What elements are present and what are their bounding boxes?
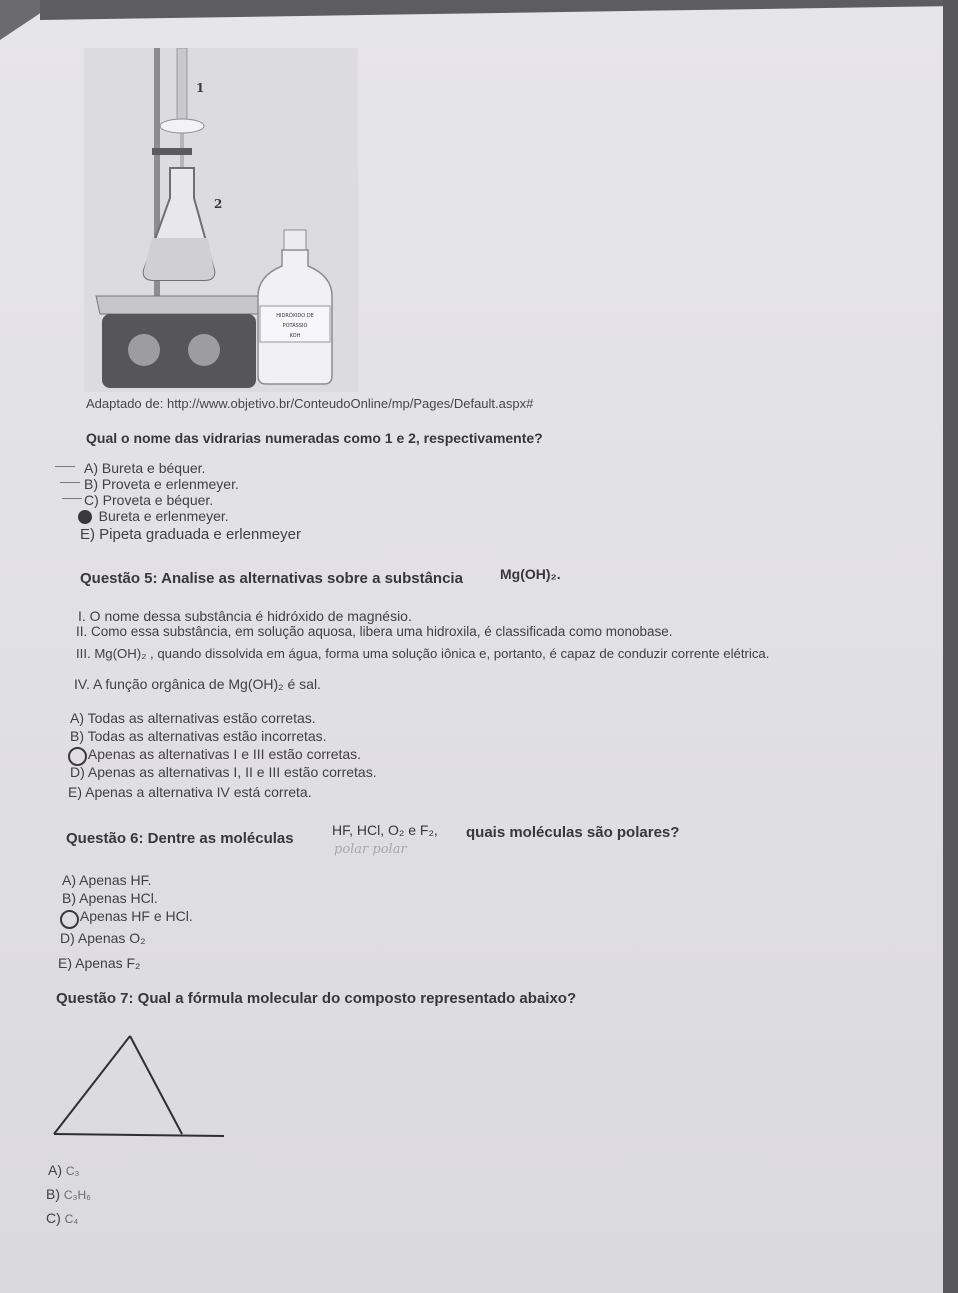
option-letter: C) [84,492,99,508]
option-letter: A) [48,1162,62,1178]
option-letter: C) [46,1210,61,1226]
option-letter: D) [60,930,75,946]
option-letter [70,746,85,762]
q4-option-c[interactable] [84,492,213,508]
q7-option-b[interactable] [46,1186,91,1202]
q6-option-b[interactable] [62,890,158,906]
option-text: C₃ [65,1164,80,1178]
option-letter: A) [62,872,76,888]
lab-equipment-illustration [84,48,358,392]
stirrer-knob-left [128,334,160,366]
option-text: C₃H₆ [63,1188,91,1202]
q6-prompt-end: quais moléculas são polares? [466,824,680,841]
option-text: Apenas a alternativa IV está correta. [85,784,312,800]
option-text: Apenas HF. [79,872,152,888]
answer-dash [60,482,80,483]
q5-statement-1: I. O nome dessa substância é hidróxido de magnésio. [78,608,412,624]
q5-statement-2: II. Como essa substância, em solução aquosa, libera uma hidroxila, é classificada como monobase. [76,624,673,639]
answer-dash [62,498,82,499]
q5-option-a[interactable] [70,710,316,726]
option-text: Todas as alternativas estão corretas. [87,710,316,726]
option-text: Apenas HCl. [79,890,158,906]
option-letter: D) [70,764,85,780]
option-letter: A) [70,710,84,726]
option-text: Bureta e erlenmeyer. [98,508,229,524]
flask-liquid [144,238,215,280]
option-letter: B) [62,890,76,906]
bottle-label-line-2: POTÁSSIO [282,323,308,329]
option-letter: E) [58,955,72,971]
cyclopropane-structure [48,1030,228,1142]
q6-molecules: HF, HCl, O₂ e F₂, [332,822,438,838]
bond-left [54,1036,130,1134]
option-text: Bureta e béquer. [101,460,206,476]
q6-option-a[interactable] [62,872,152,888]
option-text: Apenas O₂ [77,930,146,946]
q5-option-c[interactable] [70,746,361,762]
q5-formula: Mg(OH)₂. [500,566,561,582]
q5-option-d[interactable] [70,764,377,780]
q5-option-e[interactable] [68,784,312,800]
q4-option-e[interactable] [80,526,301,543]
q5-statement-4: IV. A função orgânica de Mg(OH)₂ é sal. [74,676,321,692]
q4-prompt: Qual o nome das vidrarias numeradas como 1 e 2, respectivamente? [86,430,543,446]
bond-base [54,1134,224,1136]
q7-option-c[interactable] [46,1210,78,1226]
bottle-label-line-3: KOH [289,333,301,339]
q4-option-b[interactable] [84,476,239,492]
stirrer-knob-right [188,334,220,366]
option-text: Apenas F₂ [75,955,141,971]
option-text: Apenas as alternativas I e III estão corretas. [87,746,362,762]
option-text: Proveta e béquer. [102,492,214,508]
q4-option-a[interactable] [84,460,205,476]
magnetic-stirrer [102,314,256,388]
q7-option-a[interactable] [48,1162,79,1178]
option-text: Todas as alternativas estão incorretas. [87,728,327,744]
option-text: Pipeta graduada e erlenmeyer [99,526,301,543]
option-letter: B) [70,728,84,744]
option-text: Apenas HF e HCl. [79,908,193,924]
bond-right [130,1036,182,1134]
handwritten-note: polar polar [334,842,407,857]
option-letter: B) [46,1186,60,1202]
q6-option-e[interactable] [58,955,140,971]
q7-prompt: Questão 7: Qual a fórmula molecular do composto representado abaixo? [56,990,577,1007]
figure-caption: Adaptado de: http://www.objetivo.br/ConteudoOnline/mp/Pages/Default.aspx# [86,396,534,411]
q6-option-d[interactable] [60,930,146,946]
q5-option-b[interactable] [70,728,327,744]
option-letter [80,508,95,524]
option-text: Apenas as alternativas I, II e III estão corretas. [87,764,377,780]
option-letter: E) [80,526,95,543]
q4-option-d[interactable] [80,508,229,524]
option-text: C₄ [64,1212,79,1226]
figure-label-2: 2 [214,197,223,211]
option-text: Proveta e erlenmeyer. [101,476,239,492]
figure-label-1: 1 [196,81,205,95]
lab-equipment-photo [84,48,358,392]
stirrer-plate-top [96,296,264,314]
option-letter: A) [84,460,98,476]
option-letter [62,908,77,924]
option-letter: B) [84,476,98,492]
burette-tube [177,48,187,128]
answer-dash [55,466,75,467]
q5-statement-3: III. Mg(OH)₂ , quando dissolvida em água, forma uma solução iônica e, portanto, é capaz de conduzir corrente elétrica. [76,646,770,661]
option-letter: E) [68,784,82,800]
stopcock [160,119,204,133]
q5-prompt: Questão 5: Analise as alternativas sobre a substância [80,570,463,587]
bottle-label-line-1: HIDRÓXIDO DE [276,313,314,319]
bottle-stopper [284,230,306,250]
stand-clamp [152,148,192,155]
q6-prompt: Questão 6: Dentre as moléculas [66,830,294,847]
q6-option-c[interactable] [62,908,193,924]
